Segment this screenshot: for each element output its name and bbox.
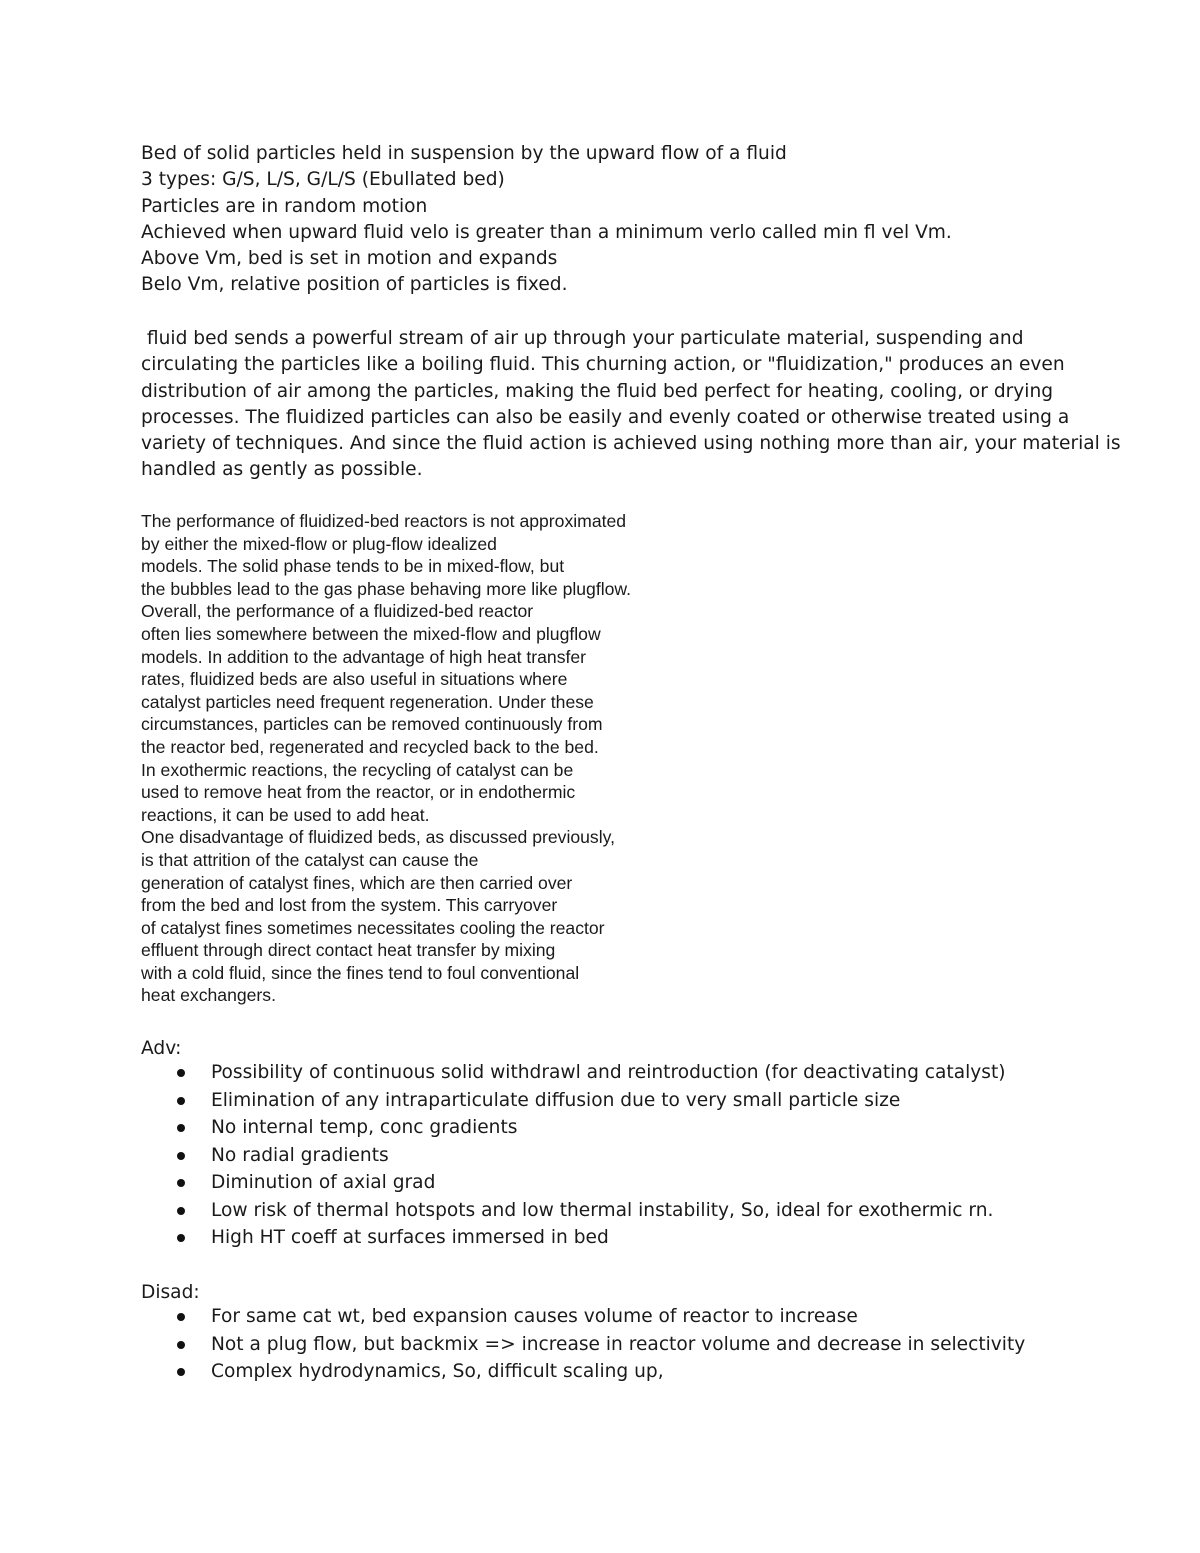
paragraph-line: fluid bed sends a powerful stream of air up through your particulate material, suspending and [141, 328, 1024, 349]
performance-line: In exothermic reactions, the recycling of catalyst can be [141, 759, 574, 780]
paragraph-line: circulating the particles like a boiling fluid. This churning action, or "fluidization," produces an even [141, 354, 1065, 376]
performance-line: heat exchangers. [141, 985, 276, 1006]
paragraph-line: distribution of air among the particles, making the fluid bed perfect for heating, cooling, or drying [141, 380, 1054, 402]
performance-line: effluent through direct contact heat transfer by mixing [141, 940, 556, 961]
performance-line: reactions, it can be used to add heat. [141, 804, 430, 825]
performance-line: often lies somewhere between the mixed-flow and plugflow [141, 623, 601, 644]
performance-line: from the bed and lost from the system. This carryover [141, 895, 558, 916]
performance-line: used to remove heat from the reactor, or in endothermic [141, 782, 576, 803]
performance-line: is that attrition of the catalyst can cause the [141, 849, 479, 870]
intro-line: Belo Vm, relative position of particles is fixed. [141, 274, 568, 296]
performance-line: Overall, the performance of a fluidized-bed reactor [141, 601, 534, 622]
list-item-text: Low risk of thermal hotspots and low thermal instability, So, ideal for exothermic rn. [211, 1199, 994, 1221]
list-item [141, 1060, 1006, 1088]
disadvantages-list [141, 1304, 1025, 1387]
advantages-list [141, 1060, 1006, 1253]
list-item [141, 1088, 1006, 1116]
intro-section [141, 141, 952, 299]
list-item [141, 1170, 1006, 1198]
list-item [141, 1225, 1006, 1253]
bullet-icon [177, 1207, 185, 1215]
list-item [141, 1143, 1006, 1171]
performance-line: the bubbles lead to the gas phase behaving more like plugflow. [141, 578, 632, 599]
paragraph-line: processes. The fluidized particles can also be easily and evenly coated or otherwise treated using a [141, 406, 1070, 428]
performance-line: by either the mixed-flow or plug-flow idealized [141, 533, 497, 554]
list-item [141, 1115, 1006, 1143]
list-item [141, 1359, 1025, 1387]
list-item-text: No internal temp, conc gradients [211, 1117, 518, 1138]
bullet-icon [177, 1069, 185, 1077]
performance-line: circumstances, particles can be removed continuously from [141, 714, 603, 735]
performance-line: the reactor bed, regenerated and recycled back to the bed. [141, 736, 599, 757]
bullet-icon [177, 1313, 185, 1321]
list-item-text: Diminution of axial grad [211, 1172, 436, 1193]
bullet-icon [177, 1234, 185, 1242]
performance-line: generation of catalyst fines, which are then carried over [141, 872, 573, 893]
bullet-icon [177, 1179, 185, 1187]
performance-line: One disadvantage of fluidized beds, as discussed previously, [141, 827, 616, 848]
list-item [141, 1304, 1025, 1332]
bullet-icon [177, 1097, 185, 1105]
bullet-icon [177, 1341, 185, 1349]
intro-line: Bed of solid particles held in suspension by the upward flow of a fluid [141, 143, 787, 164]
disadvantages-heading: Disad: [141, 1282, 200, 1303]
performance-line: models. The solid phase tends to be in mixed-flow, but [141, 556, 565, 577]
performance-line: catalyst particles need frequent regeneration. Under these [141, 691, 594, 712]
list-item-text: No radial gradients [211, 1144, 389, 1166]
paragraph-line: handled as gently as possible. [141, 459, 423, 481]
bullet-icon [177, 1152, 185, 1160]
intro-line: 3 types: G/S, L/S, G/L/S (Ebullated bed) [141, 169, 505, 191]
paragraph-line: variety of techniques. And since the fluid action is achieved using nothing more than air, your material is [141, 433, 1121, 455]
intro-line: Achieved when upward fluid velo is greater than a minimum verlo called min fl vel Vm. [141, 221, 952, 243]
performance-section [141, 510, 631, 1007]
list-item [141, 1332, 1025, 1360]
performance-line: rates, fluidized beds are also useful in situations where [141, 669, 568, 690]
performance-line: with a cold fluid, since the fines tend to foul conventional [141, 962, 580, 983]
bullet-icon [177, 1124, 185, 1132]
list-item [141, 1198, 1006, 1226]
list-item-text: Not a plug flow, but backmix => increase in reactor volume and decrease in selectivity [211, 1333, 1026, 1355]
performance-line: of catalyst fines sometimes necessitates cooling the reactor [141, 917, 605, 938]
list-item-text: For same cat wt, bed expansion causes volume of reactor to increase [211, 1306, 858, 1327]
fluid-bed-paragraph [141, 326, 1121, 484]
list-item-text: Possibility of continuous solid withdrawl and reintroduction (for deactivating catalyst) [211, 1062, 1006, 1083]
list-item-text: Elimination of any intraparticulate diffusion due to very small particle size [211, 1089, 901, 1111]
list-item-text: Complex hydrodynamics, So, difficult scaling up, [211, 1361, 664, 1382]
intro-line: Above Vm, bed is set in motion and expands [141, 248, 558, 270]
advantages-heading: Adv: [141, 1038, 182, 1059]
performance-line: models. In addition to the advantage of high heat transfer [141, 646, 587, 667]
intro-line: Particles are in random motion [141, 195, 428, 217]
bullet-icon [177, 1368, 185, 1376]
list-item-text: High HT coeff at surfaces immersed in bed [211, 1227, 609, 1248]
performance-line: The performance of fluidized-bed reactors is not approximated [141, 511, 627, 531]
